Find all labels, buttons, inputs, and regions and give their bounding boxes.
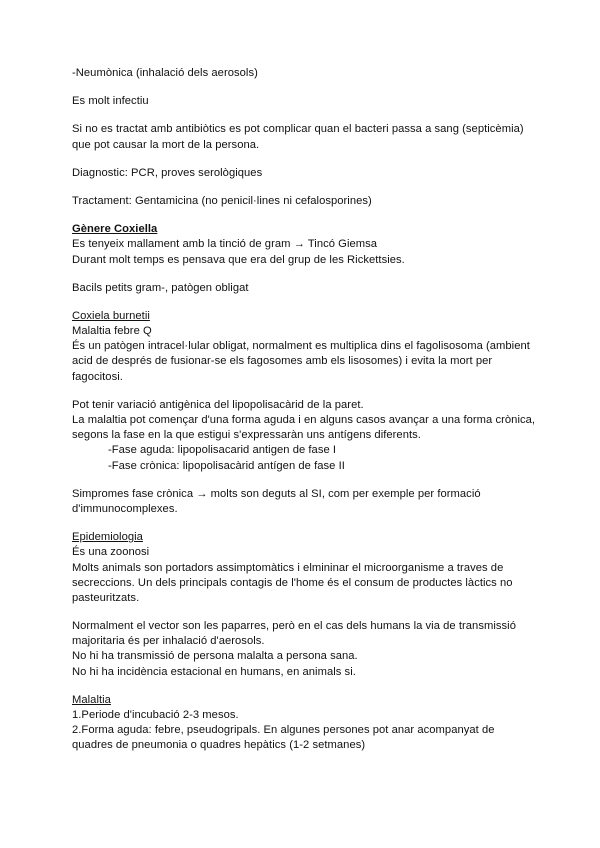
animals-line-1: Molts animals son portadors assimptomàtics i elmininar el microorganisme a traves de: [72, 561, 504, 574]
antibiotics-line-1: Si no es tractat amb antibiòtics es pot complicar quan el bacteri passa a sang (septicèmia): [72, 123, 524, 136]
variacio-line: Pot tenir variació antigènica del lipopolisacàrid de la paret.: [72, 398, 364, 411]
infectiu-line: Es molt infectiu: [72, 95, 149, 108]
animals-line-3: pasteuritzats.: [72, 591, 140, 604]
zoonosi-line: És una zoonosi: [72, 546, 150, 559]
rickettsies-line: Durant molt temps es pensava que era del grup de les Rickettsies.: [72, 253, 405, 266]
no-estacional-line: No hi ha incidència estacional en humans, en animals si.: [72, 665, 356, 678]
tincio-line: Es tenyeix mallament amb la tinció de gram → Tincó Giemsa: [72, 238, 378, 251]
fase-aguda-line: -Fase aguda: lipopolisacarid antigen de fase I: [108, 444, 337, 457]
epidemiologia-heading: Epidemiologia: [72, 531, 143, 544]
comencar-line-2: segons la fase en la que estigui s'expressaràn uns antígens diferents.: [72, 429, 421, 442]
fase-cronica-line: -Fase crònica: lipopolisacàrid antígen de fase II: [108, 459, 345, 472]
incubacio-line: 1.Periode d'incubació 2-3 mesos.: [72, 709, 239, 721]
simptomes-line-2: d'immunocomplexes.: [72, 502, 178, 515]
patogen-line-1: És un patògen intracel·lular obligat, normalment es multiplica dins el fagolisosoma (ambient: [72, 340, 530, 353]
malaltia-heading: Malaltia: [72, 693, 111, 706]
febre-q-line: Malaltia febre Q: [72, 325, 152, 338]
neumonica-line: -Neumònica (inhalació dels aerosols): [72, 67, 258, 79]
simptomes-line-1: Simpromes fase crònica → molts son deguts al SI, com per exemple per formació: [72, 487, 481, 500]
animals-line-2: secreccions. Un dels principals contagis de l'home és el consum de productes làctics no: [72, 576, 513, 589]
no-persona-line: No hi ha transmissió de persona malalta a persona sana.: [72, 650, 358, 663]
comencar-line-1: La malaltia pot començar d'una forma aguda i en alguns casos avançar a una forma crònica,: [72, 414, 536, 426]
forma-aguda-line-1: 2.Forma aguda: febre, pseudogripals. En algunes persones pot anar acompanyat de: [72, 724, 495, 737]
patogen-line-2: acid de després de fusionar-se els fagosomes amb els lisosomes) i evita la mort per: [72, 355, 493, 368]
antibiotics-line-2: que pot causar la mort de la persona.: [72, 138, 260, 151]
diagnostic-line: Diagnostic: PCR, proves serològiques: [72, 166, 263, 179]
bacils-line: Bacils petits gram-, patògen obligat: [72, 281, 249, 294]
burnetii-heading: Coxiela burnetii: [72, 309, 150, 322]
patogen-line-3: fagocitosi.: [72, 370, 123, 383]
vector-line-2: majoritaria és per inhalació d'aerosols.: [72, 635, 265, 648]
coxiella-heading: Gènere Coxiella: [72, 223, 158, 236]
forma-aguda-line-2: quadres de pneumonia o quadres hepàtics (1-2 setmanes): [72, 739, 366, 752]
tractament-line: Tractament: Gentamicina (no penicil·lines ni cefalosporines): [72, 194, 372, 207]
vector-line-1: Normalment el vector son les paparres, però en el cas dels humans la via de transmissió: [72, 620, 516, 633]
document-page: [72, 66, 542, 754]
